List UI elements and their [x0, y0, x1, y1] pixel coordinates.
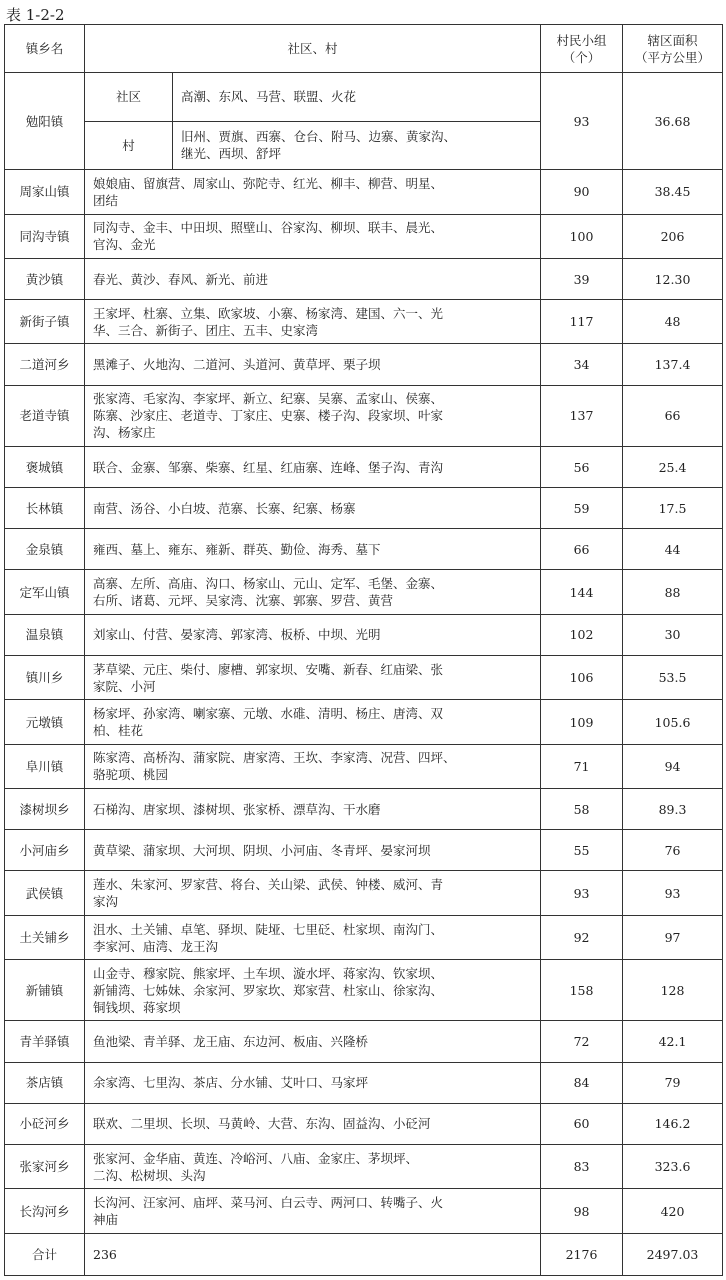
village-list: [85, 744, 541, 788]
table-row: [5, 1145, 723, 1189]
group-count: 98: [541, 1189, 623, 1234]
town-name: 勉阳镇: [5, 73, 85, 170]
group-count: 72: [541, 1021, 623, 1062]
area-value: 53.5: [623, 656, 723, 700]
area-value: 66: [623, 385, 723, 446]
group-count: 93: [541, 73, 623, 170]
community-label: 社区: [85, 73, 173, 122]
village-line: 神庙: [93, 1212, 119, 1228]
group-count: 92: [541, 915, 623, 959]
town-name: 定军山镇: [5, 570, 85, 614]
group-count: 137: [541, 385, 623, 446]
group-count: 34: [541, 344, 623, 385]
area-value: 105.6: [623, 700, 723, 744]
village-list: [85, 871, 541, 915]
village-line: 王家坪、杜寨、立集、欧家坡、小寨、杨家湾、建国、六一、光: [93, 305, 444, 321]
header-town: 镇乡名: [5, 25, 85, 73]
area-value: 25.4: [623, 446, 723, 487]
area-value: 36.68: [623, 73, 723, 170]
area-value: 94: [623, 744, 723, 788]
header-groups-line1: 村民小组: [556, 32, 607, 48]
village-line: 家院、小河: [93, 678, 156, 694]
group-count: 144: [541, 570, 623, 614]
village-line: 春光、黄沙、春风、新光、前进: [93, 271, 269, 287]
town-name: 小河庙乡: [5, 830, 85, 871]
village-list: [85, 446, 541, 487]
village-line: 陈寨、沙家庄、老道寺、丁家庄、史寨、楼子沟、段家坝、叶家: [93, 408, 444, 424]
total-label: 合计: [5, 1234, 85, 1276]
village-line: 茅草梁、元庄、柴付、廖槽、郭家坝、安嘴、新春、红庙梁、张: [93, 661, 444, 677]
village-line: 莲水、朱家河、罗家营、将台、关山梁、武侯、钟楼、威河、青: [93, 877, 444, 893]
table-row: [5, 488, 723, 529]
town-table: [4, 24, 723, 1276]
area-value: 137.4: [623, 344, 723, 385]
header-area-line2: （平方公里）: [635, 49, 711, 65]
group-count: 58: [541, 789, 623, 830]
village-line: 新铺湾、七姊妹、余家河、罗家坎、郑家营、杜家山、徐家沟、: [93, 982, 444, 998]
village-line: 旧州、贾旗、西寨、仓台、附马、边寨、黄家沟、: [181, 129, 457, 145]
village-list: [85, 1189, 541, 1234]
town-name: 新铺镇: [5, 960, 85, 1021]
village-list: [85, 1103, 541, 1144]
village-line: 铜钱坝、蒋家坝: [93, 999, 181, 1015]
table-row: [5, 789, 723, 830]
table-row: [5, 871, 723, 915]
village-line: 联欢、二里坝、长坝、马黄岭、大营、东沟、固益沟、小砭河: [93, 1116, 431, 1132]
town-name: 同沟寺镇: [5, 214, 85, 258]
group-count: 102: [541, 614, 623, 655]
table-row: [5, 214, 723, 258]
village-line: 沮水、土关铺、卓笔、驿坝、陡垭、七里砭、杜家坝、南沟门、: [93, 921, 444, 937]
town-name: 小砭河乡: [5, 1103, 85, 1144]
area-value: 48: [623, 300, 723, 344]
area-value: 89.3: [623, 789, 723, 830]
village-list: [85, 960, 541, 1021]
village-label: 村: [85, 121, 173, 170]
group-count: 55: [541, 830, 623, 871]
table-row: [5, 1189, 723, 1234]
group-count: 100: [541, 214, 623, 258]
village-list: [85, 300, 541, 344]
village-list: [85, 170, 541, 214]
group-count: 117: [541, 300, 623, 344]
village-line: 同沟寺、金丰、中田坝、照壁山、谷家沟、柳坝、联丰、晨光、: [93, 220, 444, 236]
table-row: [5, 529, 723, 570]
area-value: 38.45: [623, 170, 723, 214]
area-value: 30: [623, 614, 723, 655]
village-line: 雍西、墓上、雍东、雍新、群英、勤俭、海秀、墓下: [93, 541, 381, 557]
area-value: 42.1: [623, 1021, 723, 1062]
header-villages: 社区、村: [85, 25, 541, 73]
table-row: [5, 744, 723, 788]
area-value: 93: [623, 871, 723, 915]
village-list: [85, 1021, 541, 1062]
area-value: 76: [623, 830, 723, 871]
village-line: 骆驼项、桃园: [93, 767, 169, 783]
village-list: [85, 344, 541, 385]
total-area: 2497.03: [623, 1234, 723, 1276]
village-line: 黄草梁、蒲家坝、大河坝、阴坝、小河庙、冬青坪、晏家河坝: [93, 842, 431, 858]
village-line: 刘家山、付营、晏家湾、郭家湾、板桥、中坝、光明: [93, 627, 381, 643]
header-groups: [541, 25, 623, 73]
area-value: 88: [623, 570, 723, 614]
village-list: [85, 789, 541, 830]
header-row: [5, 25, 723, 73]
village-list: [85, 214, 541, 258]
total-groups: 2176: [541, 1234, 623, 1276]
village-line: 家沟: [93, 894, 119, 910]
town-name: 漆树坝乡: [5, 789, 85, 830]
village-list: [85, 700, 541, 744]
town-name: 二道河乡: [5, 344, 85, 385]
table-row: [5, 344, 723, 385]
village-line: 南营、汤谷、小白坡、范寨、长寨、纪寨、杨寨: [93, 500, 356, 516]
table-row: [5, 300, 723, 344]
village-line: 黑滩子、火地沟、二道河、头道河、黄草坪、栗子坝: [93, 357, 381, 373]
village-list: [85, 1145, 541, 1189]
town-name: 张家河乡: [5, 1145, 85, 1189]
village-line: 鱼池梁、青羊驿、龙王庙、东边河、板庙、兴隆桥: [93, 1034, 369, 1050]
town-name: 镇川乡: [5, 656, 85, 700]
village-line: 高寨、左所、高庙、沟口、杨家山、元山、定军、毛堡、金寨、: [93, 576, 444, 592]
area-value: 17.5: [623, 488, 723, 529]
village-line: 陈家湾、高桥沟、蒲家院、唐家湾、王坎、李家湾、况营、四坪、: [93, 750, 456, 766]
table-row: [5, 385, 723, 446]
town-name: 阜川镇: [5, 744, 85, 788]
village-list: [85, 656, 541, 700]
table-row: [5, 614, 723, 655]
village-list: [173, 121, 541, 170]
total-row: [5, 1234, 723, 1276]
area-value: 44: [623, 529, 723, 570]
village-line: 柏、桂花: [93, 723, 144, 739]
area-value: 128: [623, 960, 723, 1021]
town-name: 温泉镇: [5, 614, 85, 655]
area-value: 12.30: [623, 258, 723, 299]
village-line: 石梯沟、唐家坝、漆树坝、张家桥、漂草沟、干水磨: [93, 801, 381, 817]
town-name: 黄沙镇: [5, 258, 85, 299]
town-name: 茶店镇: [5, 1062, 85, 1103]
village-list: [85, 385, 541, 446]
group-count: 39: [541, 258, 623, 299]
town-name: 褒城镇: [5, 446, 85, 487]
group-count: 158: [541, 960, 623, 1021]
table-row: [5, 1021, 723, 1062]
table-row: [5, 446, 723, 487]
table-row: [5, 570, 723, 614]
table-row: [5, 73, 723, 122]
table-row: [5, 915, 723, 959]
header-area: [623, 25, 723, 73]
area-value: 79: [623, 1062, 723, 1103]
town-name: 长林镇: [5, 488, 85, 529]
total-villages: 236: [85, 1234, 541, 1276]
village-line: 杨家坪、孙家湾、喇家寨、元墩、水碓、清明、杨庄、唐湾、双: [93, 706, 444, 722]
village-line: 继光、西坝、舒坪: [181, 146, 282, 162]
group-count: 90: [541, 170, 623, 214]
area-value: 97: [623, 915, 723, 959]
village-line: 张家河、金华庙、黄连、冷峪河、八庙、金家庄、茅坝坪、: [93, 1150, 419, 1166]
group-count: 71: [541, 744, 623, 788]
village-line: 二沟、松树坝、头沟: [93, 1167, 206, 1183]
group-count: 66: [541, 529, 623, 570]
village-list: [85, 529, 541, 570]
area-value: 146.2: [623, 1103, 723, 1144]
community-list: 高潮、东风、马营、联盟、火花: [173, 73, 541, 122]
table-row: [5, 1062, 723, 1103]
area-value: 420: [623, 1189, 723, 1234]
village-list: [85, 915, 541, 959]
header-groups-line2: （个）: [562, 49, 601, 65]
table-row: [5, 830, 723, 871]
village-line: 官沟、金光: [93, 237, 156, 253]
table-row: [5, 170, 723, 214]
header-area-line1: 辖区面积: [647, 32, 698, 48]
village-list: [85, 830, 541, 871]
town-name: 青羊驿镇: [5, 1021, 85, 1062]
town-name: 长沟河乡: [5, 1189, 85, 1234]
group-count: 106: [541, 656, 623, 700]
area-value: 206: [623, 214, 723, 258]
village-line: 娘娘庙、留旗营、周家山、弥陀寺、红光、柳丰、柳营、明星、: [93, 175, 444, 191]
village-line: 右所、诸葛、元坪、吴家湾、沈寨、郭寨、罗营、黄营: [93, 593, 394, 609]
town-name: 元墩镇: [5, 700, 85, 744]
village-line: 团结: [93, 192, 119, 208]
town-name: 周家山镇: [5, 170, 85, 214]
village-line: 李家河、庙湾、龙王沟: [93, 938, 219, 954]
village-line: 长沟河、汪家河、庙坪、菜马河、白云寺、两河口、转嘴子、火: [93, 1195, 444, 1211]
group-count: 60: [541, 1103, 623, 1144]
area-value: 323.6: [623, 1145, 723, 1189]
group-count: 59: [541, 488, 623, 529]
village-list: [85, 614, 541, 655]
group-count: 93: [541, 871, 623, 915]
town-name: 金泉镇: [5, 529, 85, 570]
village-list: [85, 570, 541, 614]
table-row: [5, 960, 723, 1021]
table-caption: 表 1-2-2: [6, 6, 65, 24]
table-row: [5, 1103, 723, 1144]
village-list: [85, 258, 541, 299]
village-line: 余家湾、七里沟、茶店、分水铺、艾叶口、马家坪: [93, 1075, 369, 1091]
town-name: 武侯镇: [5, 871, 85, 915]
town-name: 新街子镇: [5, 300, 85, 344]
group-count: 56: [541, 446, 623, 487]
village-line: 山金寺、穆家院、熊家坪、土车坝、漩水坪、蒋家沟、钦家坝、: [93, 965, 444, 981]
group-count: 83: [541, 1145, 623, 1189]
village-line: 沟、杨家庄: [93, 425, 156, 441]
village-line: 华、三合、新街子、团庄、五丰、史家湾: [93, 322, 319, 338]
village-line: 联合、金寨、邹寨、柴寨、红星、红庙寨、连峰、堡子沟、青沟: [93, 459, 444, 475]
town-name: 老道寺镇: [5, 385, 85, 446]
village-list: [85, 488, 541, 529]
group-count: 84: [541, 1062, 623, 1103]
town-name: 土关铺乡: [5, 915, 85, 959]
table-row: [5, 700, 723, 744]
table-row: [5, 656, 723, 700]
table-row: [5, 258, 723, 299]
village-list: [85, 1062, 541, 1103]
village-line: 张家湾、毛家沟、李家坪、新立、纪寨、吴寨、孟家山、侯寨、: [93, 391, 444, 407]
group-count: 109: [541, 700, 623, 744]
